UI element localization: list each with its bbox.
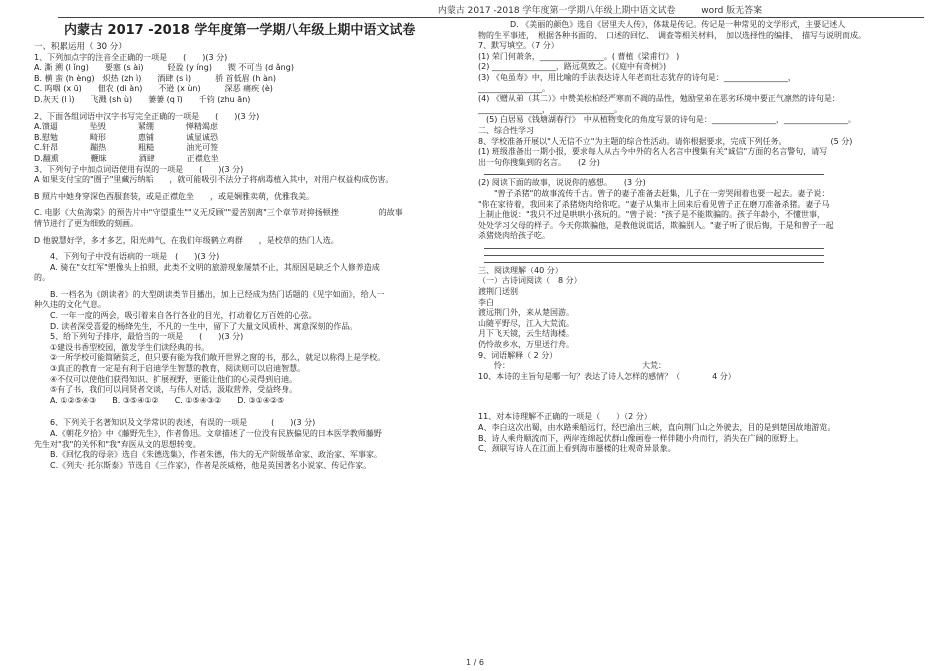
answer-line xyxy=(484,174,824,175)
text-line: 8、学校准备开展以"人无信不立"为主题的综合性活动。请你根据要求，完成下列任务。 (5 分) xyxy=(478,136,853,146)
text-line: A.馈逼 坠毁 紧绷 惮精竭虑 xyxy=(34,122,218,132)
text-line: （一）古诗词阅读（ 8 分） xyxy=(478,276,582,286)
text-line: C.《列夫· 托尔斯泰》节选自《三作家》，作者是茨威格，他是英国著名小说家、传记作家。 xyxy=(34,460,372,470)
text-line: A、李白这次出蜀，由水路乘船远行，经巴渝出三峡，直向荆门山之外驶去，目的是到楚国故地游览。 xyxy=(478,423,836,432)
text-line: 4、下列句子中没有语病的一项是 ( )(3 分) xyxy=(34,252,220,262)
text-line: 的。 xyxy=(34,273,50,283)
text-line: A 如果支付宝的"圈子"里藏污纳垢 ，就可能吸引不法分子将病毒植入其中，对用户权益构成伤害。 xyxy=(34,175,394,185)
text-line: D.灰天 (l ì) 飞溅 (sh ù) 萋萋 (q ī) 千钧 (zhu ān) xyxy=(34,94,251,104)
text-line: C.轩昂 蹦热 粗糙 油光可签 xyxy=(34,143,219,153)
spacer xyxy=(478,382,918,394)
spacer xyxy=(34,406,434,418)
page-number: 1 / 6 xyxy=(466,658,484,667)
text-line: 上制止他说："我只不过是哄哄小孩玩的。"曾子说："孩子是不能欺骗的。孩子年龄小，不懂世事， xyxy=(478,210,826,220)
spacer xyxy=(478,394,918,406)
text-line: A. 澌 溯 (l ǐng) 要塞 (s ài) 轻盈 (y íng) 锲 不可当 (d ǎng) xyxy=(34,63,294,73)
text-line: 三、阅读理解（40 分） xyxy=(478,265,563,275)
text-line: (4) 《赠从弟（其二）》中赞美松柏经严寒而不凋的品性，勉励堂弟在恶劣环境中要正气凛然的诗句是： xyxy=(478,94,840,104)
text-line: A. ①②⑤④③ B. ③⑤④①② C. ①⑤④③② D. ③①④②⑤ xyxy=(34,395,285,405)
text-line: 渡远荆门外，来从楚国游。 xyxy=(478,308,574,318)
text-line: (2) 阅读下面的故事，说说你的感想。 (3 分) xyxy=(478,178,646,188)
text-line: 11、对本诗理解不正确的一项是（ ）（2 分） xyxy=(478,412,652,422)
text-line: A.《朝花夕拾》中《藤野先生》，作者鲁迅。文章描述了一位没有民族偏见的日本医学教师藤野 xyxy=(34,429,382,438)
text-line: 一、积累运用（ 30 分） xyxy=(34,42,127,52)
text-line: ③真正的教育一定是有利于启迪学生智慧的教育，阅读则可以启迪智慧。 xyxy=(34,364,306,374)
text-line: A. 骑在"女红军"塑像头上拍照，此类不文明的旅游现象屡禁不止，其原因是缺乏个人修养造成 xyxy=(34,262,380,272)
text-line: B. 一档名为《朗读者》的大型朗读类节目播出，加上已经成为热门话题的《见字如面》，给人一 xyxy=(34,289,385,299)
running-header xyxy=(300,3,900,16)
answer-line xyxy=(484,248,824,249)
text-line: 杀猪烧肉给孩子吃。 xyxy=(478,231,550,241)
text-line: B. 横 蛮 (h èng) 炽热 (zh ì) 酒肆 (s ì) 骄 首低眉 (h àn) xyxy=(34,73,277,83)
text-line: "曾子杀猪"的故事流传千古。曾子的妻子准备去赶集，儿子在一旁哭闹着也要一起去。妻子说： xyxy=(478,188,830,198)
text-line: 7、默写填空。（7 分） xyxy=(478,41,559,51)
text-line: 种久违的文化气息。 xyxy=(34,300,106,310)
text-line: ④不仅可以使他们获得知识、扩展视野，更能让他们的心灵得到启迪。 xyxy=(34,374,298,384)
right-column xyxy=(478,20,918,455)
text-line: ②一所学校可能简陋贫乏，但只要有能为我们敞开世界之窗的书，那么，就足以称得上是学校。 xyxy=(34,353,386,363)
text-line: D.翻熏 鞭昧 酒肆 正襟危坐 xyxy=(34,153,219,163)
text-line: ⑤有了书，我们可以同贤者交谈，与伟人对话，汲取营养，受益终身。 xyxy=(34,385,298,395)
running-suffix: word 版无答案 xyxy=(701,6,763,16)
text-line: 先生对"我"的关怀和"我"弃医从文的思想转变。 xyxy=(34,439,201,449)
text-line: 2、下面各组词语中汉字书写完全正确的一项是 ( )(3 分) xyxy=(34,111,260,121)
answer-line xyxy=(484,262,824,263)
text-line: 仍怜故乡水，万里送行舟。 xyxy=(478,340,574,350)
text-line: 二、综合性学习 xyxy=(478,125,534,135)
text-line: (3) 《龟虽寿》中，用比喻的手法表达诗人年老而壮志犹存的诗句是：________________， xyxy=(478,72,796,82)
running-title: 内蒙古 2017 -2018 学年度第一学期八年级上期中语文试卷 xyxy=(437,6,676,16)
text-line: 6、下列关于名著知识及文学常识的表述，有误的一项是 ( )(3 分) xyxy=(34,418,316,428)
text-line: C、颈联写诗人在江面上看到海市蜃楼的壮观奇异景象。 xyxy=(478,444,676,454)
text-line: 月下飞天镜，云生结海楼。 xyxy=(478,329,574,339)
text-line: 渡荆门送别 xyxy=(478,287,518,297)
text-line: ①建设书香型校园，激发学生们读经典的书。 xyxy=(34,342,210,352)
text-line: ________________。 xyxy=(478,83,550,93)
text-line: 5、给下列句子排序，最恰当的一项是 ( )(3 分) xyxy=(34,332,244,342)
text-line: (1) 班级准备出一期小报，要求每人从古今中外的名人名言中搜集有关"诚信"方面的名言警句，请写 xyxy=(478,147,828,157)
exam-title: 内蒙古 2017 -2018 学年度第一学期八年级上期中语文试卷 xyxy=(64,23,416,38)
text-line: 怜： 大荒： xyxy=(478,361,666,371)
text-line: (2) ________________，路远莫致之。(《庭中有奇树》) xyxy=(478,62,667,72)
left-column xyxy=(34,20,434,471)
text-line: C. 一年一度的两会，吸引着来自各行各业的目光，打动着亿万百姓的心弦。 xyxy=(34,311,317,321)
text-line: 物的生平事迹， 根据各种书面的、 口述的回忆、 调查等相关材料， 加以选择性的编排、 描写与说明而成。 xyxy=(478,30,866,40)
text-line: 李白 xyxy=(478,297,494,307)
text-line: C. 电影《大鱼海棠》的预告片中"守望重生""义无反顾""爱苦别离"三个章节对抑扬顿挫 的故事 xyxy=(34,208,403,218)
text-line: B.《回忆我的母亲》选自《朱德选集》，作者朱德，伟大的无产阶级革命家、政治家、军事家。 xyxy=(34,450,383,460)
header-rule xyxy=(58,17,924,18)
text-line: D. 《美丽的颜色》选自《居里夫人传》，体裁是传记。传记是一种常见的文学形式，主要记述人 xyxy=(478,20,846,29)
text-line: B.慰勉 畸形 惠铺 诚显诚恐 xyxy=(34,132,219,142)
text-line: B、诗人乘舟顺流而下，两岸连绵起伏群山像画卷一样伴随小舟而行，消失在广阔的原野上。 xyxy=(478,433,804,443)
text-line: "你在家待着，我回来了杀猪烧肉给你吃。"妻子从集市上回来后看见曾子正在磨刀准备杀猪。妻子马 xyxy=(478,199,830,209)
text-line: 出一句你搜集到的名言。 (2 分) xyxy=(478,157,600,167)
text-line: 处处学习父母的样子。今天你欺骗他，是教他说谎话，欺骗别人。"妻子听了很后悔，于是和曾子一起 xyxy=(478,220,834,230)
text-line: B 照片中她身穿深色西服套装，或是正襟危坐 ，或是娴雅卖萌，优雅我美。 xyxy=(34,191,315,201)
text-line: 1、下列加点字的注音全正确的一项是 ( )(3 分) xyxy=(34,52,228,62)
text-line: 山随平野尽，江入大荒流。 xyxy=(478,318,574,328)
text-line: (5) 白居易《钱塘湖春行》 中从植物变化的角度写景的诗句是：________________，________________。 xyxy=(478,115,856,125)
text-line: 10、本诗的主旨句是哪一句？表达了诗人怎样的感情？（ 4 分） xyxy=(478,371,736,381)
text-line: 情节进行了更为细致的刻画。 xyxy=(34,218,138,228)
text-line: C. 呜咽 (x ū) 佃农 (di àn) 不逊 (x ùn) 深恶 痛疾 (è) xyxy=(34,84,273,94)
text-line: D. 读者深受喜爱的杨绛先生，不凡的一生中，留下了大量文风质朴、寓意深刻的作品。 xyxy=(34,321,358,331)
text-line: (1) 荣门何萧条，________________。( 曹植《梁甫行》 ) xyxy=(478,51,680,61)
answer-line xyxy=(484,255,824,256)
text-line: ________________，________________。 xyxy=(478,104,622,114)
text-line: 9、词语解释（ 2 分） xyxy=(478,350,558,360)
text-line: D 他貌慧好学，多才多艺，阳光帅气，在我们年级鹤立鸡群 ，是校草的热门人选。 xyxy=(34,235,339,245)
text-line: 3、下列句子中加点词语使用有误的一项是 ( )(3 分) xyxy=(34,164,244,174)
